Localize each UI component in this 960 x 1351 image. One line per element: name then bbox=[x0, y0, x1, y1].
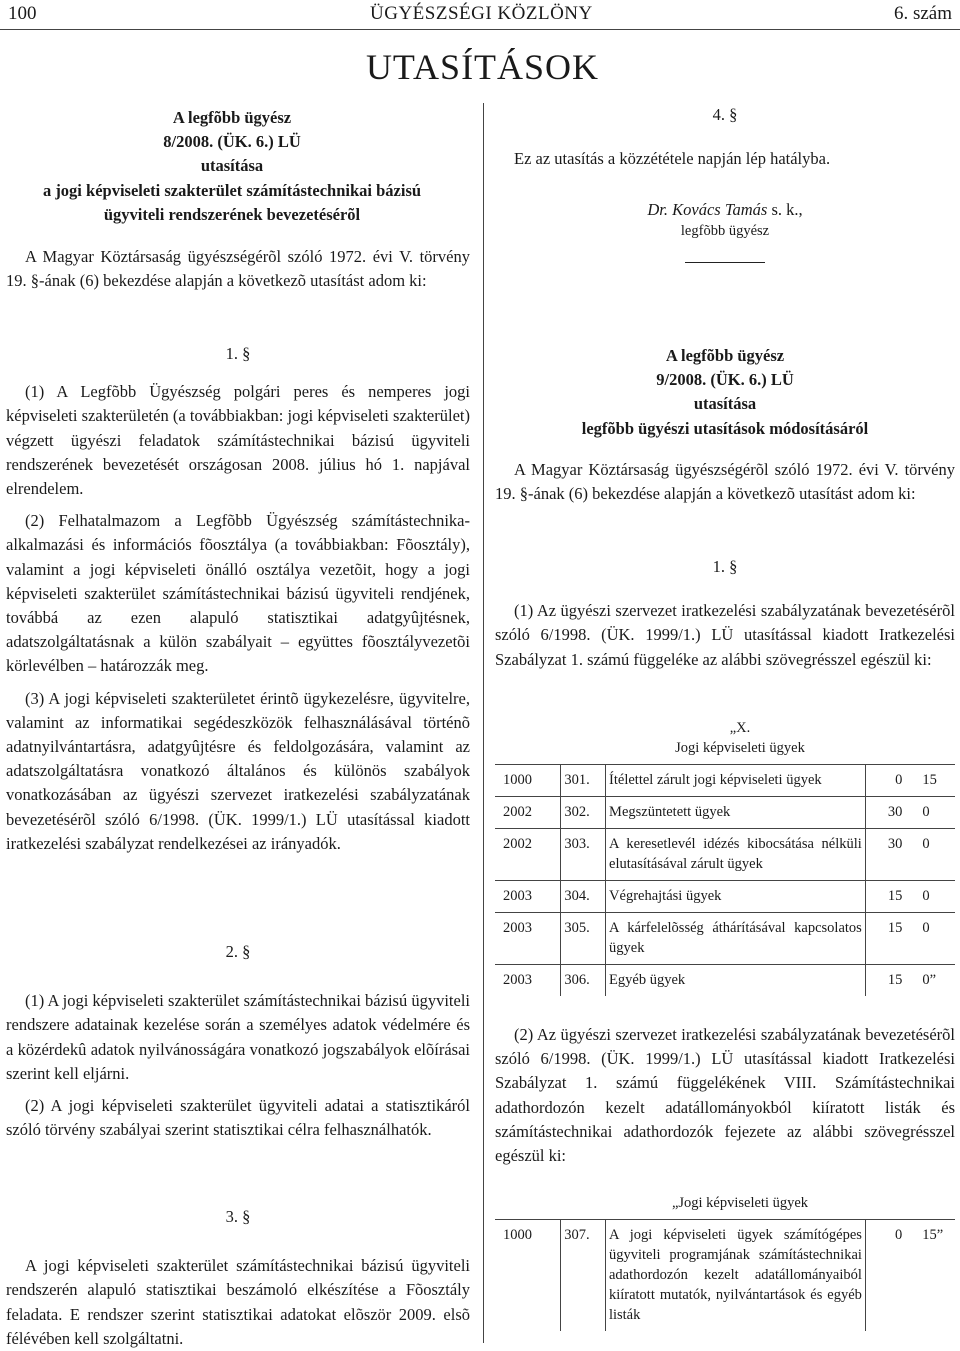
cell-value-2: 15 bbox=[912, 765, 955, 797]
cell-value-2: 0 bbox=[912, 913, 955, 965]
cell-value-1: 30 bbox=[865, 797, 912, 829]
right-heading bbox=[495, 344, 955, 441]
cell-name: A keresetlevél idézés kibocsátása nélküli elutasításával zárult ügyek bbox=[606, 829, 866, 881]
cell-code: 2003 bbox=[495, 965, 561, 997]
page-header bbox=[0, 0, 960, 30]
table-row bbox=[495, 765, 955, 797]
heading-line: utasítása bbox=[693, 394, 757, 414]
cell-value-2: 0 bbox=[912, 797, 955, 829]
signature-block bbox=[495, 198, 955, 263]
cell-name: A kárfelelõsség áthárításával kapcsolatos ügyek bbox=[606, 913, 866, 965]
section-number: 1. § bbox=[225, 344, 251, 363]
right-section-4 bbox=[495, 103, 955, 171]
cell-value-1: 15 bbox=[865, 913, 912, 965]
cell-name: A jogi képviseleti ügyek számítógépes ügyviteli programjának számítástechnikai adathordozón kezelt adatállományaiból kiíratott mutatók, nyilvántartások és egyéb listák bbox=[605, 1220, 865, 1332]
cell-number: 304. bbox=[561, 881, 606, 913]
right-section-1-para-2 bbox=[495, 1023, 955, 1168]
table-caption: Jogi képviseleti ügyek bbox=[675, 740, 805, 756]
cell-number: 303. bbox=[561, 829, 606, 881]
header-rule bbox=[0, 29, 960, 30]
section-number: 1. § bbox=[712, 557, 738, 576]
left-preamble-block bbox=[6, 245, 470, 293]
data-table bbox=[495, 764, 955, 996]
table-row bbox=[495, 881, 955, 913]
cell-value-2: 0 bbox=[912, 881, 955, 913]
heading-line: A legfõbb ügyész bbox=[665, 346, 785, 365]
page-number: 100 bbox=[8, 3, 37, 24]
cell-name: Végrehajtási ügyek bbox=[606, 881, 866, 913]
cell-number: 302. bbox=[561, 797, 606, 829]
column-divider bbox=[483, 103, 484, 1343]
separator-rule bbox=[685, 262, 765, 263]
cell-name: Megszüntetett ügyek bbox=[606, 797, 866, 829]
cell-value-1: 15 bbox=[865, 881, 912, 913]
table-row bbox=[495, 1220, 955, 1332]
cell-value-1: 0 bbox=[865, 765, 912, 797]
cell-value-2: 15” bbox=[912, 1220, 955, 1332]
table-caption: „Jogi képviseleti ügyek bbox=[671, 1195, 809, 1211]
data-table bbox=[495, 1219, 955, 1331]
section-number: 2. § bbox=[225, 942, 251, 961]
left-section-2 bbox=[6, 940, 470, 1142]
cell-number: 307. bbox=[561, 1220, 606, 1332]
table-row bbox=[495, 965, 955, 997]
cell-number: 306. bbox=[561, 965, 606, 997]
paragraph: A jogi képviseleti szakterület számítástechnikai bázisú ügyviteli rendszerén alapuló statisztikai beszámoló elkészítése a Fõosztály feladata. E rendszer szerint statisztikai adatokat elõször 2009. elsõ félévében kell szolgáltatni. bbox=[6, 1256, 470, 1348]
cell-code: 1000 bbox=[495, 1220, 561, 1332]
heading-line: 9/2008. (ÜK. 6.) LÜ bbox=[656, 370, 794, 390]
signer-suffix: s. k., bbox=[767, 200, 803, 219]
cell-name: Egyéb ügyek bbox=[606, 965, 866, 997]
cell-code: 2003 bbox=[495, 881, 561, 913]
left-section-1 bbox=[6, 342, 470, 856]
cell-value-2: 0 bbox=[912, 829, 955, 881]
signer-title: legfõbb ügyész bbox=[680, 223, 770, 240]
signer-name: Dr. Kovács Tamás bbox=[647, 200, 768, 219]
signer bbox=[495, 198, 955, 222]
paragraph: (1) A jogi képviseleti szakterület számítástechnikai bázisú ügyviteli rendszere adatainak kezelése során a személyes adatok védelmére és a közérdekû adatok nyilvánosságára vonatkozó jogszabályok elõírásai szerint kell eljárni. bbox=[6, 991, 470, 1083]
cell-value-1: 15 bbox=[865, 965, 912, 997]
paragraph: (2) A jogi képviseleti szakterület ügyviteli adatai a statisztikáról szóló törvény szabályai szerint statisztikai célra felhasználhatók. bbox=[6, 1096, 470, 1140]
cell-code: 2002 bbox=[495, 829, 561, 881]
section-number: 3. § bbox=[225, 1207, 251, 1226]
left-section-3 bbox=[6, 1205, 470, 1351]
heading-line: 8/2008. (ÜK. 6.) LÜ bbox=[163, 132, 301, 152]
paragraph: (1) Az ügyészi szervezet iratkezelési szabályzatának bevezetésérõl szóló 6/1998. (ÜK. 1999/1.) LÜ utasítással kiadott Iratkezelési Szabályzat 1. számú függeléke az alábbi szövegrésszel egészül ki: bbox=[495, 601, 955, 669]
paragraph: (2) Felhatalmazom a Legfõbb Ügyészség számítástechnika-alkalmazási és információs fõosztálya (a továbbiakban: Fõosztály), valamint a jogi képviseleti önálló osztálya vezetõit, hogy a jogi képviseleti szakterület számítástechnikai bázisú ügyviteli rendjének, továbbá az ezen alapuló statisztikai adatgyûjtésnek, adatszolgáltatásnak a külön szabályait – együttes fõosztályvezetõi körlevélben – határozzák meg. bbox=[6, 511, 470, 676]
table-caption: „X. bbox=[729, 720, 751, 736]
cell-name: Ítélettel zárult jogi képviseleti ügyek bbox=[606, 765, 866, 797]
table-row bbox=[495, 913, 955, 965]
cell-code: 1000 bbox=[495, 765, 561, 797]
paragraph: (2) Az ügyészi szervezet iratkezelési szabályzatának bevezetésérõl szóló 6/1998. (ÜK. 1999/1.) LÜ utasítással kiadott Iratkezelési Szabályzat 1. számú függelékének VIII. Számítástechnikai adathordozón kezelt adatállományokból kiíratott listák és számítástechnikai adathordozók fejezete az alábbi szövegrésszel egészül ki: bbox=[495, 1025, 955, 1166]
paragraph: Ez az utasítás a közzététele napján lép hatályba. bbox=[514, 149, 831, 169]
heading-line: ügyviteli rendszerének bevezetésérõl bbox=[103, 204, 361, 224]
table-1-block bbox=[495, 718, 955, 996]
issue-number: 6. szám bbox=[893, 3, 952, 24]
paragraph: (3) A jogi képviseleti szakterületet érintõ ügykezelésre, ügyvitelre, valamint az informatikai segédeszközök felhasználásával történõ adatnyilvántartásra, adatgyûjtésre és feldolgozására, valamint az adatszolgáltatásra vonatkozó általános és különös szabályok vonatkozásában az ügyészi szervezet iratkezelési szabályzatának bevezetésérõl szóló 6/1998. (ÜK. 1999/1.) LÜ utasítással kiadott iratkezelési szabályzat rendelkezései az irányadók. bbox=[6, 688, 470, 853]
section-title: UTASÍTÁSOK bbox=[365, 47, 600, 87]
cell-value-1: 30 bbox=[865, 829, 912, 881]
cell-value-2: 0” bbox=[912, 965, 955, 997]
cell-number: 301. bbox=[561, 765, 606, 797]
cell-code: 2002 bbox=[495, 797, 561, 829]
preamble: A Magyar Köztársaság ügyészségérõl szóló 1972. évi V. törvény 19. §-ának (6) bekezdése alapján a következõ utasítást adom ki: bbox=[6, 247, 470, 291]
right-section-1 bbox=[495, 555, 955, 672]
left-column-heading bbox=[6, 106, 470, 227]
table-row bbox=[495, 829, 955, 881]
heading-line: a jogi képviseleti szakterület számítástechnikai bázisú bbox=[42, 180, 422, 200]
cell-number: 305. bbox=[561, 913, 606, 965]
journal-title: ÜGYÉSZSÉGI KÖZLÖNY bbox=[370, 3, 593, 24]
table-2-block bbox=[495, 1193, 955, 1331]
paragraph: (1) A Legfõbb Ügyészség polgári peres és nemperes jogi képviseleti szakterületén (a továbbiakban: jogi képviseleti szakterület) végzett ügyészi feladatok számítástechnikai bázisú ügyviteli rendszerének bevezetését országosan 2008. július hó 1. napjával elrendelem. bbox=[6, 382, 470, 499]
table-row bbox=[495, 797, 955, 829]
cell-code: 2003 bbox=[495, 913, 561, 965]
heading-line: A legfõbb ügyész bbox=[172, 108, 292, 127]
section-number: 4. § bbox=[712, 105, 738, 124]
cell-value-1: 0 bbox=[865, 1220, 912, 1332]
right-preamble-block bbox=[495, 458, 955, 506]
heading-line: utasítása bbox=[200, 156, 264, 176]
heading-line: legfõbb ügyészi utasítások módosításáról bbox=[581, 418, 869, 438]
preamble: A Magyar Köztársaság ügyészségérõl szóló 1972. évi V. törvény 19. §-ának (6) bekezdése alapján a következõ utasítást adom ki: bbox=[495, 460, 955, 504]
